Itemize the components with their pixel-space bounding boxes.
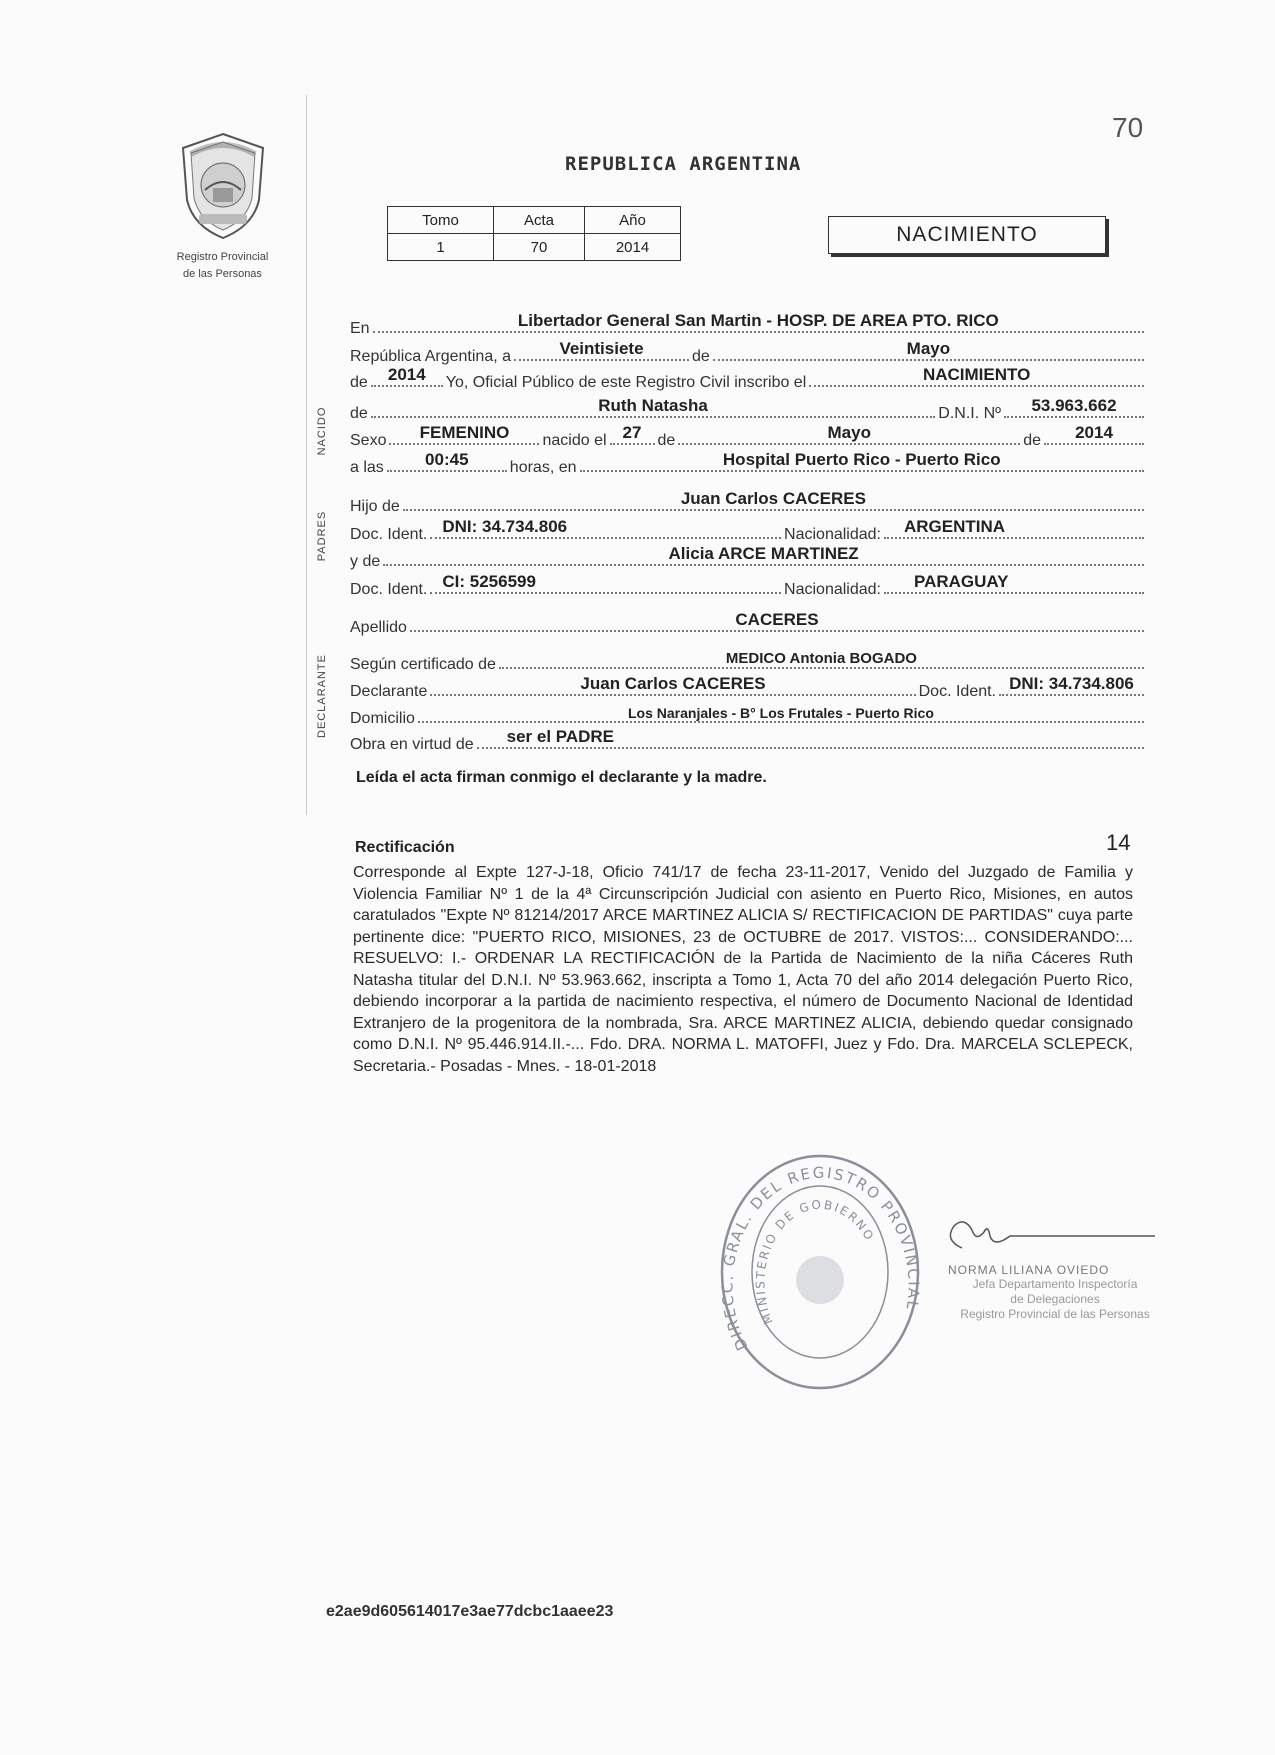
folio-number: 70	[1112, 112, 1144, 143]
rectificacion-title: Rectificación	[355, 839, 455, 856]
nac-dia-value: 27	[622, 423, 642, 442]
padre-field	[403, 489, 1144, 511]
registry-table	[387, 206, 681, 261]
domicilio-field	[418, 705, 1144, 723]
mes-field	[713, 339, 1144, 361]
apellido-value: CACERES	[735, 610, 819, 629]
anio-field	[371, 365, 443, 387]
nacido-label: nacido el	[542, 432, 607, 449]
row-obra	[350, 727, 1147, 754]
sexo-field	[389, 423, 539, 445]
row-nombre	[350, 396, 1147, 423]
obra-value: ser el PADRE	[506, 727, 615, 746]
padre-nac-label: Nacionalidad:	[784, 526, 881, 543]
hijo-label: Hijo de	[350, 498, 400, 515]
row-en	[350, 311, 1147, 338]
y-de-label: y de	[350, 553, 381, 570]
madre-nac-value: PARAGUAY	[914, 572, 1009, 591]
registry-header-anio: Año	[585, 207, 681, 234]
inscribo-value: NACIMIENTO	[922, 365, 1031, 384]
nombre-field	[371, 396, 935, 418]
side-label-nacido: NACIDO	[316, 406, 328, 456]
nac-anio-field	[1044, 423, 1144, 445]
obra-field	[477, 727, 1144, 749]
row-domicilio	[350, 704, 1147, 728]
nac-dia-field	[610, 423, 655, 445]
margin-divider	[306, 95, 307, 815]
signatory-role-1: Jefa Departamento Inspectoría	[972, 1277, 1138, 1291]
dia-value: Veintisiete	[559, 339, 644, 358]
row-hijo	[350, 489, 1147, 516]
declarante-label: Declarante	[350, 683, 428, 700]
de-label-2: de	[350, 374, 368, 391]
madre-doc-label: Doc. Ident.	[350, 581, 428, 598]
dni-value: 53.963.662	[1031, 396, 1117, 415]
madre-value: Alicia ARCE MARTINEZ	[668, 544, 859, 563]
madre-doc-value: CI: 5256599	[442, 572, 536, 591]
dia-field	[514, 339, 689, 361]
certificado-value: MEDICO Antonia BOGADO	[725, 650, 917, 667]
dni-field	[1004, 396, 1144, 418]
declarante-doc-field	[999, 674, 1144, 696]
row-hora	[350, 450, 1147, 477]
de-label-1: de	[692, 348, 710, 365]
anio-value: 2014	[387, 365, 426, 384]
lugar-field	[580, 450, 1144, 472]
en-label: En	[350, 320, 370, 337]
madre-nac-label: Nacionalidad:	[784, 581, 881, 598]
de-label-5: de	[1023, 432, 1041, 449]
padre-value: Juan Carlos CACERES	[680, 489, 866, 508]
hora-field	[387, 450, 507, 472]
mes-value: Mayo	[906, 339, 951, 358]
nombre-value: Ruth Natasha	[598, 396, 708, 415]
padre-doc-label: Doc. Ident.	[350, 526, 428, 543]
row-declarante	[350, 674, 1147, 701]
declarante-value: Juan Carlos CACERES	[580, 674, 766, 693]
row-sexo	[350, 423, 1147, 450]
provincial-emblem-icon	[177, 130, 269, 242]
registry-header-tomo: Tomo	[388, 207, 494, 234]
dni-label: D.N.I. Nº	[938, 405, 1001, 422]
republica-label: República Argentina, a	[350, 348, 511, 365]
signatory-role-2: de Delegaciones	[1010, 1292, 1100, 1306]
declarante-field	[430, 674, 915, 696]
registry-header-row	[388, 207, 681, 234]
nac-mes-value: Mayo	[827, 423, 871, 442]
registry-acta-value: 70	[494, 234, 585, 261]
registry-caption-2: de las Personas	[183, 268, 262, 280]
padre-doc-value: DNI: 34.734.806	[442, 517, 568, 536]
stamp-inner-text: MINISTERIO DE GOBIERNO	[753, 1197, 878, 1327]
inscribo-field	[809, 365, 1144, 387]
obra-label: Obra en virtud de	[350, 736, 474, 753]
madre-nac-field	[884, 572, 1144, 594]
row-apellido	[350, 610, 1147, 637]
row-anio-inscribo	[350, 365, 1147, 392]
registry-caption-1: Registro Provincial	[176, 251, 269, 263]
document-hash: e2ae9d605614017e3ae77dcbc1aaee23	[326, 1603, 614, 1620]
de-label-3: de	[350, 405, 368, 422]
domicilio-label: Domicilio	[350, 710, 415, 727]
nac-anio-value: 2014	[1075, 423, 1113, 442]
madre-doc-field	[430, 572, 781, 594]
handwritten-signature-icon	[940, 1218, 1170, 1258]
signed-statement: Leída el acta firman conmigo el declarante y la madre.	[356, 769, 767, 786]
registry-header-acta: Acta	[494, 207, 585, 234]
declarante-doc-label: Doc. Ident.	[918, 683, 996, 700]
row-madre	[350, 544, 1147, 571]
madre-field	[383, 544, 1144, 566]
rectificacion-number: 14	[1106, 830, 1131, 855]
signature-block	[940, 1218, 1170, 1322]
nac-mes-field	[678, 423, 1020, 445]
registry-anio-value: 2014	[585, 234, 681, 261]
row-madre-doc	[350, 572, 1147, 599]
registry-value-row	[388, 234, 681, 261]
side-label-declarante: DECLARANTE	[316, 654, 328, 738]
padre-doc-field	[430, 517, 781, 539]
signatory-name: NORMA LILIANA OVIEDO	[948, 1263, 1110, 1277]
en-field	[373, 311, 1144, 333]
signatory-role-3: Registro Provincial de las Personas	[960, 1307, 1150, 1321]
padre-nac-field	[884, 517, 1144, 539]
row-padre-doc	[350, 517, 1147, 544]
stamp-outer-text: DIRECC. GRAL. DEL REGISTRO PROVINCIAL	[718, 1163, 923, 1354]
sexo-value: FEMENINO	[419, 423, 510, 442]
a-las-label: a las	[350, 459, 384, 476]
hora-value: 00:45	[425, 450, 469, 469]
en-value: Libertador General San Martin - HOSP. DE AREA PTO. RICO	[517, 311, 999, 330]
side-label-padres: PADRES	[316, 510, 328, 562]
domicilio-value: Los Naranjales - B° Los Frutales - Puerto Rico	[628, 705, 934, 721]
registry-logo	[155, 130, 290, 281]
apellido-label: Apellido	[350, 619, 407, 636]
segun-label: Según certificado de	[350, 656, 496, 673]
official-stamp-icon	[718, 1152, 923, 1392]
lugar-value: Hospital Puerto Rico - Puerto Rico	[722, 450, 1001, 469]
padre-nac-value: ARGENTINA	[904, 517, 1006, 536]
de-label-4: de	[657, 432, 676, 449]
horas-en-label: horas, en	[509, 459, 577, 476]
oficial-text: Yo, Oficial Público de este Registro Civil inscribo el	[445, 374, 807, 391]
document-type-box: NACIMIENTO	[828, 216, 1106, 254]
declarante-doc-value: DNI: 34.734.806	[1009, 674, 1134, 693]
country-heading: REPUBLICA ARGENTINA	[565, 153, 802, 175]
sexo-label: Sexo	[350, 432, 387, 449]
row-republica	[350, 339, 1147, 366]
row-certificado	[350, 650, 1147, 674]
apellido-field	[410, 610, 1144, 632]
rectificacion-body: Corresponde al Expte 127-J-18, Oficio 741/17 de fecha 23-11-2017, Venido del Juzgado de Familia y Violencia Familiar Nº 1 de la 4ª Circunscripción Judicial con asiento en Puerto Rico, Misiones, en autos caratulados "Expte Nº 81214/2017 ARCE MARTINEZ ALICIA S/ RECTIFICACION DE PARTIDAS" cuya parte pertinente dice: "PUERTO RICO, MISIONES, 23 de OCTUBRE de 2017. VISTOS:... CONSIDERANDO:... RESUELVO: I.- ORDENAR LA RECTIFICACIÓN de la Partida de Nacimiento de la niña Cáceres Ruth Natasha titular del D.N.I. Nº 53.963.662, inscripta a Tomo 1, Acta 70 del año 2014 delegación Puerto Rico, debiendo incorporar a la partida de nacimiento respectiva, el número de Documento Nacional de Identidad Extranjero de la progenitora de la nombrada, Sra. ARCE MARTINEZ ALICIA, debiendo quedar consignado como D.N.I. Nº 95.446.914.II.-... Fdo. DRA. NORMA L. MATOFFI, Juez y Fdo. Dra. MARCELA SCLEPECK, Secretaria.- Posadas - Mnes. - 18-01-2018	[353, 864, 1133, 1075]
registry-tomo-value: 1	[388, 234, 494, 261]
certificado-field	[499, 650, 1144, 669]
